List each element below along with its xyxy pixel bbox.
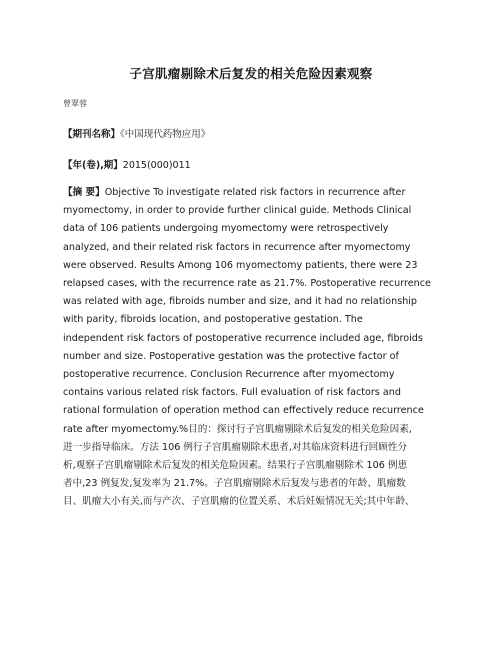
abstract-line [63,184,455,202]
issue-label: 【年(卷),期】 [63,160,123,171]
abstract-line: with parity, fibroids location, and postoperative gestation. The [63,314,363,326]
issue-value: 2015(000)011 [122,160,191,171]
abstract-text: Objective To investigate related risk factors in recurrence after [104,187,406,198]
document-title: 子宫肌瘤剔除术后复发的相关危险因素观察 [129,66,373,81]
abstract-line: postoperative recurrence. Conclusion Recurrence after myomectomy [63,369,395,381]
abstract-label: 【摘 要】 [63,187,105,198]
abstract-line: 目、肌瘤大小有关,而与产次、子宫肌瘤的位置关系、术后妊娠情况无关;其中年龄、 [63,496,415,508]
abstract-line: number and size. Postoperative gestation was the protective factor of [63,350,399,362]
abstract-line: rational formulation of operation method can effectively reduce recurrence [63,405,424,417]
abstract-line: myomectomy, in order to provide further clinical guide. Methods Clinical [63,205,412,217]
journal-row [63,126,210,140]
author-name: 曾翠蓉 [63,99,87,108]
abstract-line: data of 106 patients undergoing myomectomy were retrospectively [63,223,389,235]
issue-row [63,157,191,171]
abstract-block [63,184,455,512]
abstract-line: was related with age, fibroids number and size, and it had no relationship [63,296,418,308]
abstract-line: relapsed cases, with the recurrence rate as 21.7%. Postoperative recurrence [63,278,431,290]
abstract-line: independent risk factors of postoperative recurrence included age, fibroids [63,332,423,344]
abstract-line: were observed. Results Among 106 myomectomy patients, there were 23 [63,259,418,271]
abstract-line: 析,观察子宫肌瘤剔除术后复发的相关危险因素。结果行子宫肌瘤剔除术 106 例患 [63,460,408,472]
abstract-line: 者中,23 例复发,复发率为 21.7%。子宫肌瘤剔除术后复发与患者的年龄、肌瘤数 [63,478,406,490]
abstract-line: 进一步指导临床。方法 106 例行子宫肌瘤剔除术患者,对其临床资料进行回顾性分 [63,441,408,453]
journal-value: 《中国现代药物应用》 [120,129,211,140]
abstract-line: rate after myomectomy.%目的：探讨行子宫肌瘤剔除术后复发的相关危险因素, [63,423,412,435]
abstract-line: contains various related risk factors. Full evaluation of risk factors and [63,387,401,399]
abstract-line: analyzed, and their related risk factors in recurrence after myomectomy [63,241,411,253]
journal-label: 【期刊名称】 [63,129,121,140]
